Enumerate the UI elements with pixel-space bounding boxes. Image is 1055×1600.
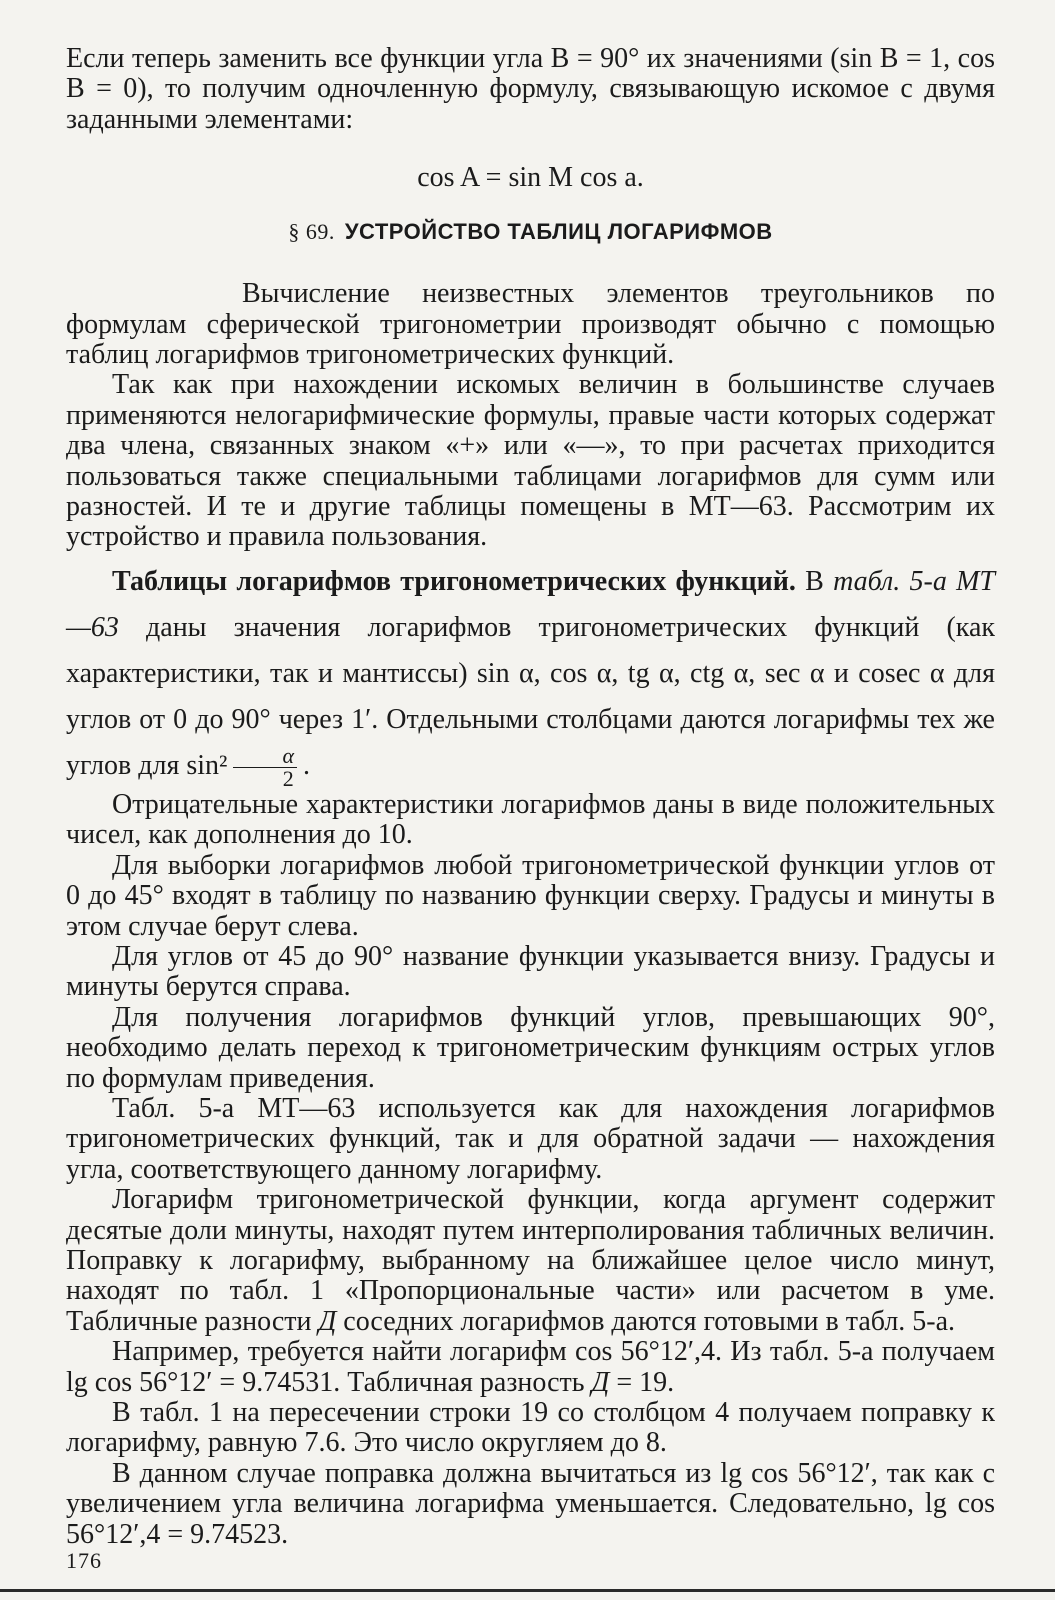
fraction-denominator: 2 [282, 765, 294, 791]
paragraph-3-end: . [303, 749, 310, 781]
intro-paragraph: Если теперь заменить все функции угла B = 90° их значениями (sin B = 1, cos B = 0), то получим одночленную формулу, связывающую искомое с двумя заданными элементами: [66, 43, 995, 135]
paragraph-10-part-b: = 19. [609, 1366, 675, 1398]
page-number: 176 [66, 1548, 102, 1573]
paragraph-3-rest: даны значения логарифмов тригонометрических функций (как характеристики, так и мантиссы) sin α, cos α, tg α, ctg α, sec α и cosec α для углов от 0 до 90° через 1′. Отдельными столбцами даются логарифмы тех же углов для sin² [66, 611, 995, 781]
formula: cos A = sin M cos a. [417, 162, 644, 194]
paragraph-2: Так как при нахождении искомых величин в большинстве случаев применяются нелогарифмические формулы, правые части которых содержат два члена, связанных знаком «+» или «—», то при расчетах приходится пользоваться также специальными таблицами логарифмов для сумм или разностей. И те и другие таблицы помещены в МТ—63. Рассмотрим их устройство и правила пользования. [66, 369, 995, 553]
paragraph-10-symbol-d: Д [591, 1366, 610, 1398]
paragraph-5: Для выборки логарифмов любой тригонометрической функции углов от 0 до 45° входят в таблицу по названию функции сверху. Градусы и минуты в этом случае берут слева. [66, 849, 995, 942]
fraction-numerator: α [233, 745, 297, 768]
fraction-alpha-over-2 [233, 742, 297, 791]
paragraph-3 [66, 559, 995, 790]
paragraph-9-symbol-d: Д [318, 1305, 337, 1337]
section-title: УСТРОЙСТВО ТАБЛИЦ ЛОГАРИФМОВ [344, 219, 773, 245]
paragraph-10 [66, 1337, 995, 1398]
paragraph-6: Для углов от 45 до 90° название функции указывается внизу. Градусы и минуты берутся справа. [66, 940, 995, 1003]
paragraph-9-part-b: соседних логарифмов даются готовыми в табл. 5-а. [336, 1305, 956, 1337]
paragraph-11: В табл. 1 на пересечении строки 19 со столбцом 4 получаем поправку к логарифму, равную 7.6. Это число округляем до 8. [66, 1397, 995, 1459]
paragraph-3-mid: В [795, 565, 834, 597]
paragraph-3-bold-title: Таблицы логарифмов тригонометрических функций. [112, 565, 796, 597]
paragraph-7: Для получения логарифмов функций углов, превышающих 90°, необходимо делать переход к тригонометрическим функциям острых углов по формулам приведения. [66, 1001, 995, 1094]
paragraph-10-part-a: Например, требуется найти логарифм cos 56°12′,4. Из табл. 5-а получаем lg cos 56°12′ = 9.74531. Табличная разность [66, 1336, 995, 1398]
section-number: § 69. [288, 219, 335, 245]
paragraph-12: В данном случае поправка должна вычитаться из lg cos 56°12′, так как с увеличением угла величина логарифма уменьшается. Следовательно, lg cos 56°12′,4 = 9.74523. [66, 1457, 995, 1550]
paragraph-9 [66, 1185, 995, 1337]
scan-bottom-edge [0, 1589, 1055, 1592]
paragraph-8: Табл. 5-а МТ—63 используется как для нахождения логарифмов тригонометрических функций, так и для обратной задачи — нахождения угла, соответствующего данному логарифму. [66, 1093, 995, 1185]
section-heading [66, 219, 995, 245]
paragraph-3-italic-ref: табл. 5-а МТ—63 [66, 565, 995, 643]
paragraph-1: Вычисление неизвестных элементов треугольников по формулам сферической тригонометрии производят обычно с помощью таблиц логарифмов тригонометрических функций. [66, 278, 995, 371]
paragraph-9-part-a: Логарифм тригонометрической функции, когда аргумент содержит десятые доли минуты, находят путем интерполирования табличных величин. Поправку к логарифму, выбранному на ближайшее целое число минут, находят по табл. 1 «Пропорциональные части» или расчетом в уме. Табличные разности [66, 1184, 995, 1337]
paragraph-4: Отрицательные характеристики логарифмов даны в виде положительных чисел, как дополнения до 10. [66, 788, 995, 851]
